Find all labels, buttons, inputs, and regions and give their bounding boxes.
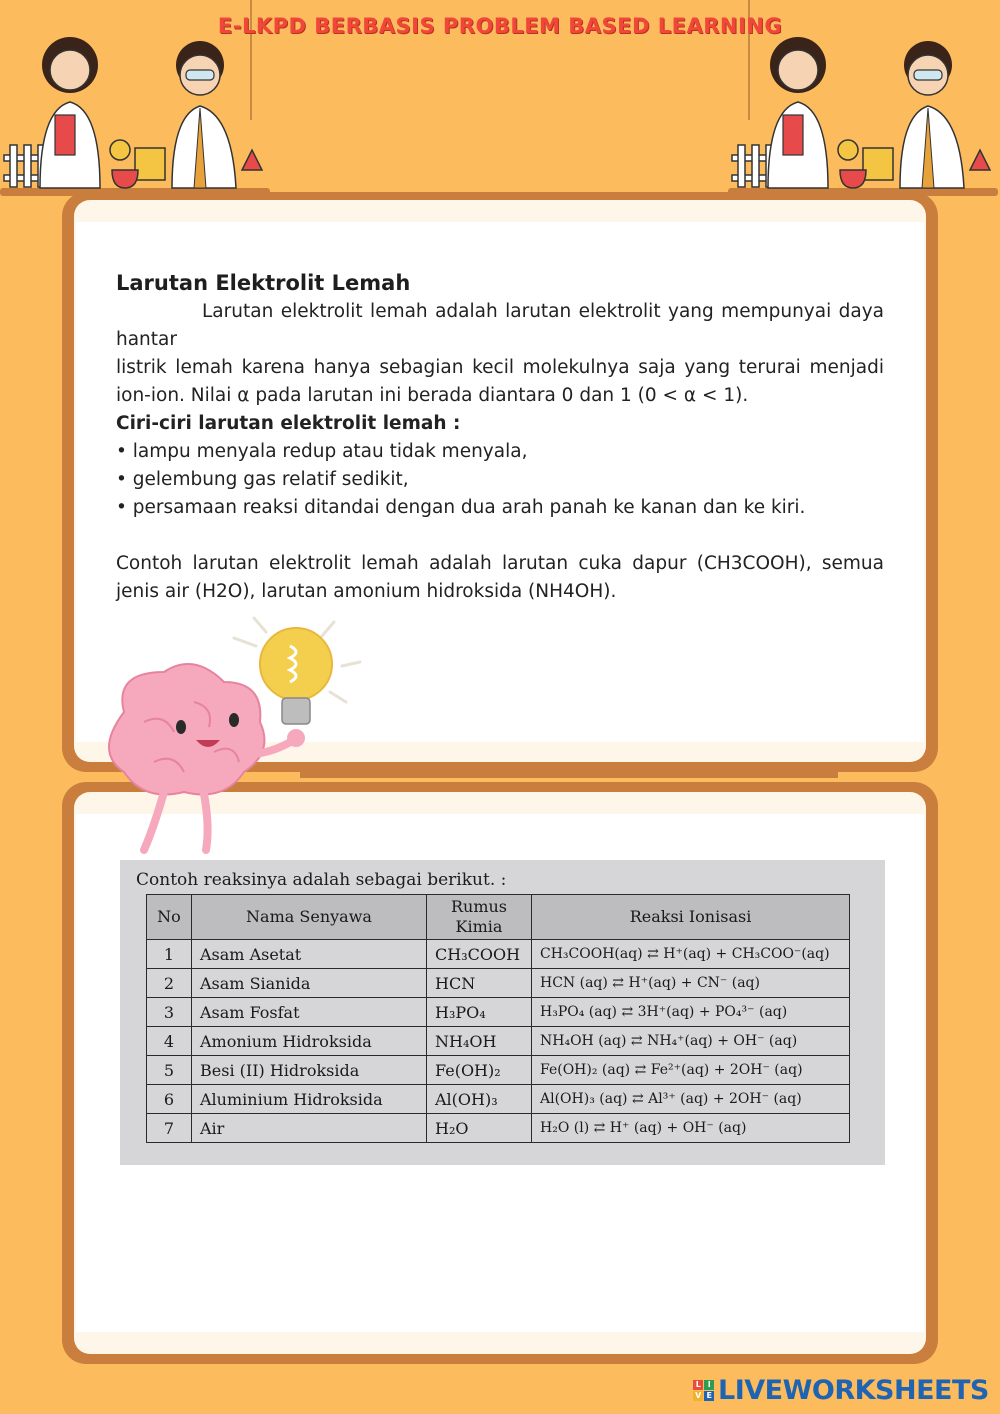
cell-formula: Fe(OH)₂ (427, 1056, 532, 1085)
table-header-row (147, 895, 850, 940)
cell-reaction: Al(OH)₃ (aq) ⇄ Al³⁺ (aq) + 2OH⁻ (aq) (532, 1085, 850, 1114)
page-header-title: E-LKPD BERBASIS PROBLEM BASED LEARNING (217, 14, 783, 38)
cell-name: Aluminium Hidroksida (192, 1085, 427, 1114)
cell-reaction: H₃PO₄ (aq) ⇄ 3H⁺(aq) + PO₄³⁻ (aq) (532, 998, 850, 1027)
example-paragraph: Contoh larutan elektrolit lemah adalah larutan cuka dapur (CH3COOH), semua jenis air (H2O), larutan amonium hidroksida (NH4OH). (116, 553, 884, 602)
characteristic-item: • gelembung gas relatif sedikit, (116, 469, 409, 490)
cell-name: Asam Sianida (192, 969, 427, 998)
divider-strip (300, 770, 838, 778)
header-ionization-reaction: Reaksi Ionisasi (532, 895, 850, 940)
liveworksheets-logo[interactable] (693, 1374, 989, 1406)
logo-box-letter: E (704, 1391, 714, 1401)
cell-formula: H₃PO₄ (427, 998, 532, 1027)
paragraph-definition-line1: Larutan elektrolit lemah adalah larutan elektrolit yang mempunyai daya hantar (116, 301, 884, 350)
cell-name: Asam Asetat (192, 940, 427, 969)
cell-no: 4 (147, 1027, 192, 1056)
cell-name: Asam Fosfat (192, 998, 427, 1027)
table-row (147, 1027, 850, 1056)
cell-name: Air (192, 1114, 427, 1143)
cell-reaction: Fe(OH)₂ (aq) ⇄ Fe²⁺(aq) + 2OH⁻ (aq) (532, 1056, 850, 1085)
header-no: No (147, 895, 192, 940)
cell-reaction: CH₃COOH(aq) ⇄ H⁺(aq) + CH₃COO⁻(aq) (532, 940, 850, 969)
scientists-illustration-left (0, 20, 280, 200)
table-row (147, 969, 850, 998)
table-row (147, 940, 850, 969)
cell-formula: H₂O (427, 1114, 532, 1143)
cell-no: 3 (147, 998, 192, 1027)
table-row (147, 1056, 850, 1085)
logo-box-letter: I (704, 1380, 714, 1390)
table-row (147, 1114, 850, 1143)
logo-box-letter: V (693, 1391, 703, 1401)
table-row (147, 998, 850, 1027)
table-row (147, 1085, 850, 1114)
logo-box-letter: L (693, 1380, 703, 1390)
ionization-reaction-table (146, 894, 850, 1143)
cell-formula: CH₃COOH (427, 940, 532, 969)
cell-no: 2 (147, 969, 192, 998)
cell-no: 5 (147, 1056, 192, 1085)
characteristic-item: • lampu menyala redup atau tidak menyala, (116, 441, 528, 462)
header-compound-name: Nama Senyawa (192, 895, 427, 940)
characteristics-heading: Ciri-ciri larutan elektrolit lemah : (116, 413, 461, 434)
cell-no: 7 (147, 1114, 192, 1143)
liveworksheets-logo-text: LIVEWORKSHEETS (718, 1374, 989, 1406)
cell-reaction: HCN (aq) ⇄ H⁺(aq) + CN⁻ (aq) (532, 969, 850, 998)
paragraph-definition-line2: listrik lemah karena hanya sebagian kecil molekulnya saja yang terurai menjadi ion-ion. Nilai α pada larutan ini berada diantara 0 dan 1 (0 < α < 1). (116, 357, 884, 406)
cell-name: Amonium Hidroksida (192, 1027, 427, 1056)
liveworksheets-logo-icon (693, 1380, 714, 1401)
table-caption: Contoh reaksinya adalah sebagai berikut. : (136, 870, 507, 890)
scientists-illustration-right (724, 20, 1000, 200)
reaction-table-panel (120, 860, 885, 1165)
section-content (116, 268, 884, 606)
cell-formula: Al(OH)₃ (427, 1085, 532, 1114)
cell-reaction: NH₄OH (aq) ⇄ NH₄⁺(aq) + OH⁻ (aq) (532, 1027, 850, 1056)
cell-name: Besi (II) Hidroksida (192, 1056, 427, 1085)
header-formula: Rumus Kimia (427, 895, 532, 940)
section-title: Larutan Elektrolit Lemah (116, 271, 411, 295)
cell-formula: HCN (427, 969, 532, 998)
cell-reaction: H₂O (l) ⇄ H⁺ (aq) + OH⁻ (aq) (532, 1114, 850, 1143)
cell-formula: NH₄OH (427, 1027, 532, 1056)
cell-no: 1 (147, 940, 192, 969)
cell-no: 6 (147, 1085, 192, 1114)
brain-lightbulb-illustration (84, 612, 374, 862)
characteristic-item: • persamaan reaksi ditandai dengan dua arah panah ke kanan dan ke kiri. (116, 497, 806, 518)
